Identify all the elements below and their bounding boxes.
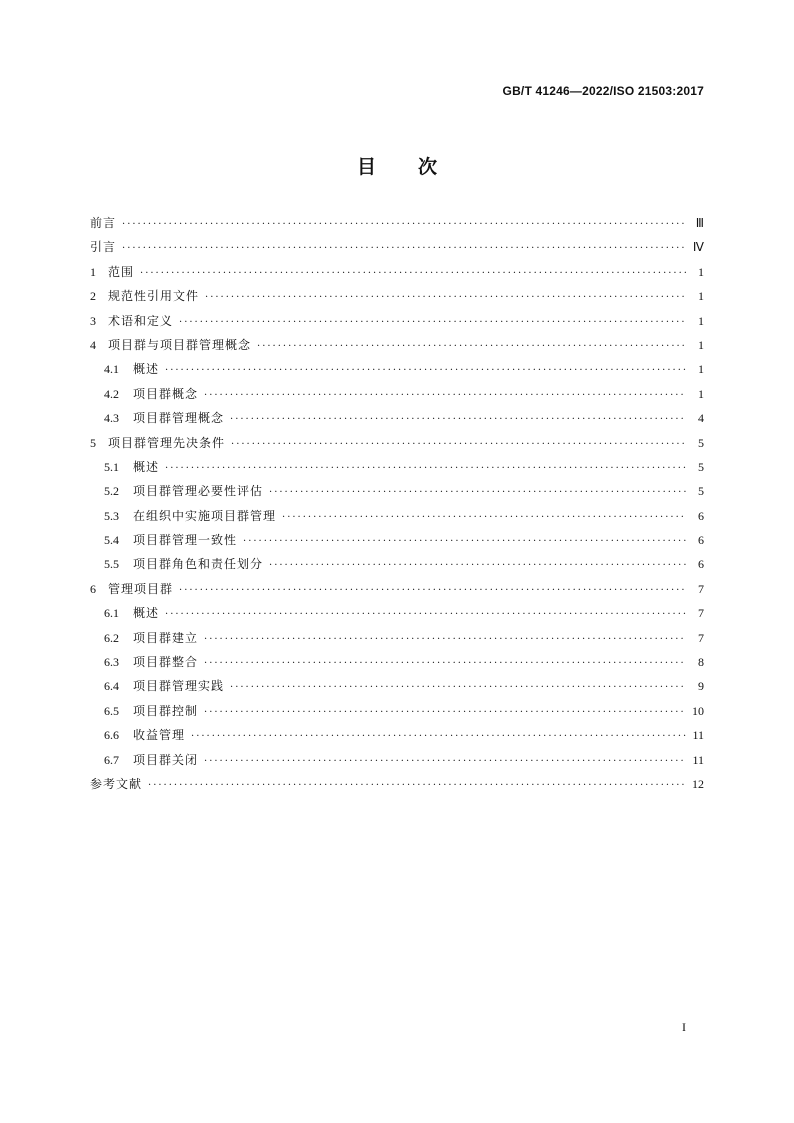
- toc-entry-label: 项目群与项目群管理概念: [108, 337, 252, 352]
- toc-entry-page: 1: [698, 313, 704, 328]
- toc-entry-label: 规范性引用文件: [108, 289, 200, 304]
- toc-entry[interactable]: [90, 482, 704, 506]
- toc-entry-number: 5.2: [104, 484, 119, 499]
- toc-dot-leader: [230, 414, 686, 425]
- toc-entry-page: 1: [698, 386, 704, 401]
- toc-dot-leader: [165, 609, 686, 620]
- toc-entry-label: 项目群管理先决条件: [108, 435, 226, 450]
- toc-entry-number: 6.7: [104, 752, 119, 767]
- toc-entry-number: 6: [90, 581, 96, 596]
- toc-entry-page: 7: [698, 581, 704, 596]
- toc-entry-page: 6: [698, 508, 704, 523]
- toc-entry-page: 1: [698, 289, 704, 304]
- toc-entry[interactable]: [90, 385, 704, 409]
- toc-entry[interactable]: [90, 507, 704, 531]
- toc-dot-leader: [204, 707, 686, 718]
- toc-entry[interactable]: [90, 775, 704, 799]
- toc-entry[interactable]: [90, 531, 704, 555]
- toc-entry-label: 项目群控制: [133, 703, 199, 718]
- toc-dot-leader: [204, 658, 686, 669]
- toc-entry-page: Ⅲ: [695, 216, 704, 230]
- toc-dot-leader: [204, 756, 686, 767]
- toc-entry-label: 在组织中实施项目群管理: [133, 508, 277, 523]
- toc-entry[interactable]: [90, 629, 704, 653]
- toc-entry-page: 7: [698, 606, 704, 621]
- toc-entry-number: 6.1: [104, 606, 119, 621]
- toc-entry[interactable]: [90, 214, 704, 238]
- toc-entry-page: 11: [692, 728, 704, 743]
- toc-entry[interactable]: [90, 726, 704, 750]
- toc-entry[interactable]: [90, 238, 704, 262]
- toc-entry-number: 6.5: [104, 703, 119, 718]
- toc-entry-page: 12: [692, 776, 704, 791]
- toc-entry-number: 3: [90, 313, 96, 328]
- toc-entry-label: 项目群管理概念: [133, 411, 225, 426]
- toc-entry-label: 概述: [133, 459, 160, 474]
- toc-dot-leader: [230, 682, 686, 693]
- toc-entry-label: 术语和定义: [108, 313, 174, 328]
- toc-entry[interactable]: [90, 287, 704, 311]
- toc-dot-leader: [282, 512, 686, 523]
- toc-entry-number: 5.3: [104, 508, 119, 523]
- standard-code: GB/T 41246—2022/ISO 21503:2017: [502, 84, 704, 98]
- toc-dot-leader: [243, 536, 686, 547]
- toc-entry[interactable]: [90, 336, 704, 360]
- toc-entry-label: 项目群建立: [133, 630, 199, 645]
- toc-entry-number: 4: [90, 337, 96, 352]
- toc-entry-page: 1: [698, 264, 704, 279]
- toc-entry-label: 概述: [133, 362, 160, 377]
- title-char-2: 次: [418, 156, 438, 178]
- toc-dot-leader: [269, 487, 686, 498]
- toc-entry-label: 管理项目群: [108, 581, 174, 596]
- toc-entry-number: 6.2: [104, 630, 119, 645]
- toc-entry-page: 6: [698, 533, 704, 548]
- table-of-contents: [90, 214, 704, 799]
- toc-dot-leader: [191, 731, 686, 742]
- toc-dot-leader: [269, 560, 686, 571]
- toc-entry[interactable]: [90, 580, 704, 604]
- toc-dot-leader: [231, 439, 686, 450]
- toc-entry[interactable]: [90, 677, 704, 701]
- toc-entry-page: 6: [698, 557, 704, 572]
- toc-entry-page: 11: [692, 752, 704, 767]
- toc-entry-number: 4.2: [104, 386, 119, 401]
- toc-entry-page: 5: [698, 459, 704, 474]
- toc-entry-number: 5.1: [104, 459, 119, 474]
- toc-entry-number: 6.3: [104, 655, 119, 670]
- toc-entry-label: 项目群整合: [133, 655, 199, 670]
- toc-dot-leader: [179, 585, 686, 596]
- toc-entry-number: 2: [90, 289, 96, 304]
- toc-entry-label: 前言: [90, 216, 117, 230]
- toc-entry-page: 1: [698, 337, 704, 352]
- toc-entry-label: 项目群关闭: [133, 752, 199, 767]
- toc-entry[interactable]: [90, 312, 704, 336]
- toc-dot-leader: [140, 268, 686, 279]
- toc-dot-leader: [165, 463, 686, 474]
- toc-entry-label: 概述: [133, 606, 160, 621]
- toc-entry-number: 5.4: [104, 533, 119, 548]
- toc-dot-leader: [204, 390, 686, 401]
- page-title: [0, 152, 794, 179]
- toc-entry[interactable]: [90, 653, 704, 677]
- toc-dot-leader: [205, 292, 686, 303]
- toc-dot-leader: [165, 365, 686, 376]
- toc-entry-page: 9: [698, 679, 704, 694]
- toc-entry[interactable]: [90, 360, 704, 384]
- toc-entry[interactable]: [90, 604, 704, 628]
- toc-dot-leader: [148, 780, 686, 791]
- toc-entry[interactable]: [90, 702, 704, 726]
- toc-entry[interactable]: [90, 751, 704, 775]
- toc-entry-page: 7: [698, 630, 704, 645]
- toc-entry-label: 收益管理: [133, 728, 186, 743]
- toc-entry-number: 4.3: [104, 411, 119, 426]
- toc-entry-label: 引言: [90, 240, 117, 255]
- toc-entry[interactable]: [90, 409, 704, 433]
- toc-entry-page: 5: [698, 435, 704, 450]
- toc-entry-label: 参考文献: [90, 776, 143, 791]
- toc-entry[interactable]: [90, 458, 704, 482]
- page-number: I: [682, 1020, 686, 1034]
- toc-dot-leader: [122, 219, 686, 230]
- toc-dot-leader: [179, 317, 686, 328]
- toc-entry-label: 范围: [108, 264, 135, 279]
- toc-dot-leader: [122, 243, 686, 254]
- toc-entry-label: 项目群管理一致性: [133, 533, 238, 548]
- toc-dot-leader: [257, 341, 686, 352]
- toc-entry-page: Ⅳ: [692, 240, 704, 255]
- toc-entry[interactable]: [90, 263, 704, 287]
- toc-entry-number: 1: [90, 264, 96, 279]
- toc-entry-label: 项目群管理实践: [133, 679, 225, 694]
- toc-entry-label: 项目群概念: [133, 386, 199, 401]
- toc-entry-number: 5.5: [104, 557, 119, 572]
- toc-entry-number: 6.4: [104, 679, 119, 694]
- title-char-1: 目: [356, 156, 376, 178]
- toc-entry-number: 6.6: [104, 728, 119, 743]
- toc-entry-number: 5: [90, 435, 96, 450]
- toc-dot-leader: [204, 634, 686, 645]
- toc-entry-page: 10: [692, 703, 704, 718]
- toc-entry-page: 5: [698, 484, 704, 499]
- toc-entry-page: 4: [698, 411, 704, 426]
- toc-entry-page: 8: [698, 655, 704, 670]
- toc-entry-page: 1: [698, 362, 704, 377]
- toc-entry-number: 4.1: [104, 362, 119, 377]
- toc-entry-label: 项目群角色和责任划分: [133, 557, 264, 572]
- toc-entry-label: 项目群管理必要性评估: [133, 484, 264, 499]
- toc-entry[interactable]: [90, 555, 704, 579]
- toc-entry[interactable]: [90, 434, 704, 458]
